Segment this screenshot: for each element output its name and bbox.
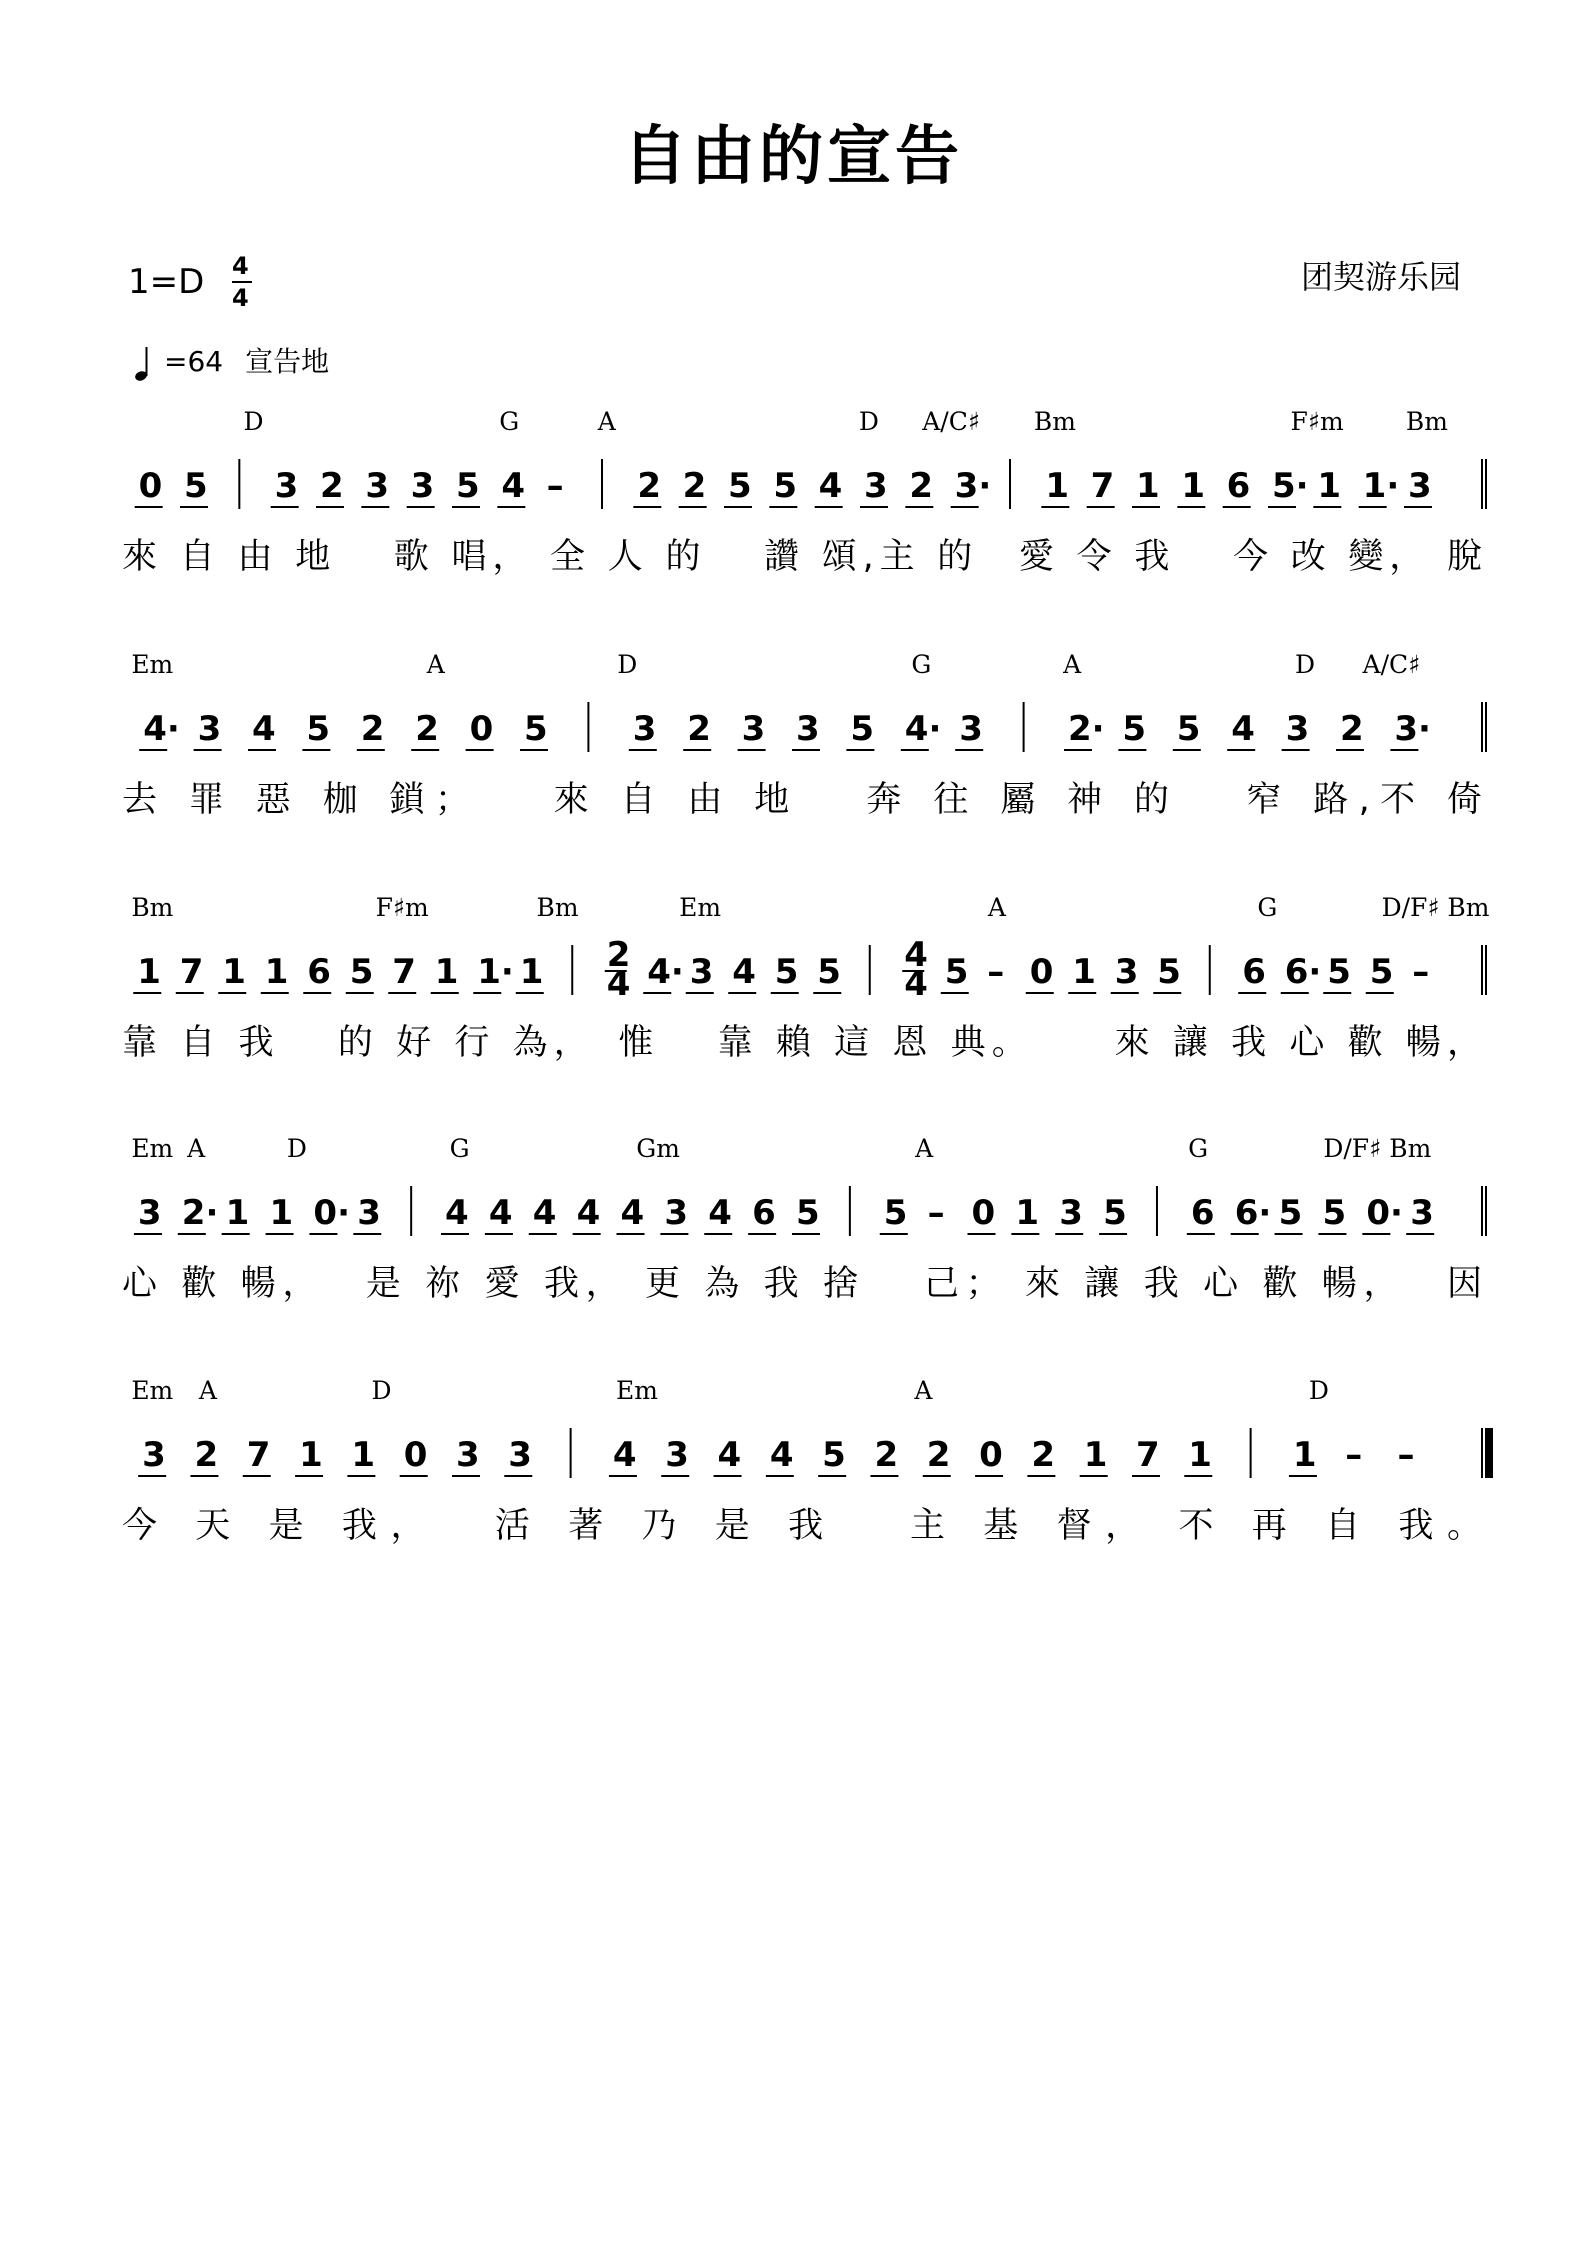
chord-symbol: G — [1188, 1134, 1209, 1163]
chord-symbol: A — [426, 650, 445, 679]
note: 6 — [752, 1193, 776, 1233]
note: 5 — [1322, 1193, 1347, 1233]
note: 3 — [197, 709, 222, 749]
note: 5 — [850, 709, 875, 749]
time-signature-top: 4 — [232, 252, 249, 280]
chord-symbol: F♯m — [375, 893, 429, 922]
note: 0 — [1029, 952, 1054, 992]
note: 4 — [620, 1193, 645, 1233]
note: 3 — [365, 466, 390, 506]
note: 7 — [1136, 1435, 1160, 1475]
chord-symbol: D/F♯ Bm — [1323, 1134, 1432, 1163]
note: 3 — [796, 709, 820, 749]
note: 6· — [1284, 952, 1322, 992]
time-signature-bottom: 4 — [232, 284, 249, 312]
note: 3 — [689, 952, 714, 992]
note: 0 — [469, 709, 494, 749]
note: 4· — [904, 709, 942, 749]
note: 0 — [979, 1435, 1003, 1475]
chord-symbol: G — [499, 407, 520, 436]
chord-symbol: A — [597, 407, 616, 436]
note: 1 — [1292, 1435, 1317, 1475]
note: 3 — [632, 709, 657, 749]
time-change-bottom: 4 — [904, 964, 928, 1004]
note: 5 — [306, 709, 331, 749]
chord-symbol: Em — [616, 1376, 658, 1405]
note: 3 — [1285, 709, 1310, 749]
chord-symbol: D — [858, 407, 879, 436]
note: 3· — [1394, 709, 1431, 749]
chord-symbol: D/F♯ Bm — [1381, 893, 1490, 922]
note: 5· — [1272, 466, 1309, 506]
chord-symbol: Gm — [636, 1134, 680, 1163]
note: 2 — [194, 1435, 219, 1475]
note: 2· — [181, 1193, 219, 1233]
note: 0 — [971, 1193, 996, 1233]
time-change-top: 2 — [606, 935, 631, 975]
note: 4 — [501, 466, 526, 506]
chord-symbol: Em — [131, 650, 174, 679]
note: 4 — [488, 1193, 513, 1233]
chord-symbol: D — [1308, 1376, 1329, 1405]
chord-symbol: Em — [131, 1134, 174, 1163]
note: 1 — [299, 1435, 323, 1475]
note: 1 — [434, 952, 459, 992]
chord-symbol: A — [914, 1376, 933, 1405]
chord-symbol: A — [987, 893, 1006, 922]
note: 2 — [1340, 709, 1364, 749]
note: 5 — [822, 1435, 846, 1475]
note: – — [1397, 1435, 1415, 1475]
note: 3 — [456, 1435, 480, 1475]
chord-symbol: D — [371, 1376, 392, 1405]
note: 1 — [1181, 466, 1206, 506]
note: – — [927, 1193, 945, 1233]
note: 5 — [944, 952, 969, 992]
note: 4 — [708, 1193, 732, 1233]
note: 1· — [1362, 466, 1400, 506]
chord-symbol: F♯m — [1290, 407, 1344, 436]
note: 1 — [1072, 952, 1096, 992]
note: – — [1345, 1435, 1363, 1475]
note: 5 — [774, 952, 799, 992]
note: 3 — [864, 466, 888, 506]
note: 2 — [682, 466, 707, 506]
note: 4 — [717, 1435, 742, 1475]
note: 5 — [1176, 709, 1201, 749]
note: 1 — [1317, 466, 1342, 506]
note: – — [1412, 952, 1430, 992]
note: 2 — [909, 466, 934, 506]
note: 2 — [637, 466, 662, 506]
note: – — [546, 466, 564, 506]
note: 5 — [728, 466, 752, 506]
note: 5 — [1103, 1193, 1127, 1233]
note: 5 — [524, 709, 548, 749]
chord-symbol: A/C♯ — [1362, 650, 1421, 679]
note: 1 — [264, 952, 289, 992]
note: 4 — [576, 1193, 601, 1233]
note: 2 — [926, 1435, 951, 1475]
note: 5 — [796, 1193, 820, 1233]
note: 0 — [403, 1435, 428, 1475]
note: 2 — [1031, 1435, 1056, 1475]
note: 4 — [252, 709, 276, 749]
chord-symbol: D — [1294, 650, 1316, 679]
note: 3 — [1408, 466, 1432, 506]
note: 5 — [1157, 952, 1181, 992]
note: 4 — [769, 1435, 794, 1475]
lyrics-line: 心 歡 暢， 是 祢 愛 我， 更 為 我 捨 己； 來 讓 我 心 歡 暢， 因 — [122, 1264, 1483, 1304]
lyrics-line: 去 罪 惡 枷 鎖； 來 自 由 地 奔 往 屬 神 的 窄 路,不 倚 — [122, 780, 1482, 820]
chord-symbol: Bm — [131, 893, 174, 922]
chord-symbol: Bm — [1405, 407, 1448, 436]
note: 6 — [1226, 466, 1251, 506]
chord-symbol: Bm — [536, 893, 579, 922]
note: 6 — [1190, 1193, 1215, 1233]
arranger-credit: 团契游乐园 — [1300, 258, 1461, 296]
note: 4 — [818, 466, 843, 506]
note: 4 — [532, 1193, 557, 1233]
note: 5 — [1369, 952, 1394, 992]
note: 2 — [687, 709, 711, 749]
chord-symbol: D — [286, 1134, 307, 1163]
note: 3 — [274, 466, 299, 506]
expression-marking: 宣告地 — [245, 345, 330, 378]
note: 4 — [732, 952, 756, 992]
note: 5 — [883, 1193, 908, 1233]
note: 4· — [143, 709, 180, 749]
chord-symbol: D — [617, 650, 638, 679]
note: 5 — [349, 952, 374, 992]
note: 1 — [225, 1193, 250, 1233]
note: 3 — [142, 1435, 166, 1475]
chord-symbol: G — [449, 1134, 470, 1163]
lyrics-line: 今 天 是 我， 活 著 乃 是 我 主 基 督， 不 再 自 我。 — [122, 1506, 1482, 1546]
note: – — [987, 952, 1005, 992]
note: 4· — [647, 952, 684, 992]
song-title: 自由的宣告 — [623, 119, 963, 194]
note: 4 — [612, 1435, 637, 1475]
note: 1 — [137, 952, 161, 992]
note: 5 — [1122, 709, 1147, 749]
note: 5 — [184, 466, 208, 506]
note: 6· — [1234, 1193, 1272, 1233]
note: 3 — [959, 709, 983, 749]
note: 1 — [1136, 466, 1160, 506]
note: 1 — [1045, 466, 1070, 506]
note: 7 — [392, 952, 416, 992]
note: 5 — [1278, 1193, 1303, 1233]
lyrics-line: 來 自 由 地 歌 唱， 全 人 的 讚 頌,主 的 愛 令 我 今 改 變， 脫 — [122, 537, 1482, 577]
key-signature: 1=D — [128, 262, 205, 302]
chord-symbol: Em — [679, 893, 722, 922]
chord-symbol: A — [915, 1134, 934, 1163]
note: 3 — [1114, 952, 1139, 992]
note: 3 — [137, 1193, 162, 1233]
note: 6 — [1242, 952, 1266, 992]
chord-symbol: A/C♯ — [922, 407, 980, 436]
chord-symbol: G — [911, 650, 932, 679]
note: 2 — [415, 709, 439, 749]
note: 4 — [1231, 709, 1255, 749]
note: 2 — [874, 1435, 899, 1475]
note: 3· — [954, 466, 992, 506]
note: 0· — [1366, 1193, 1403, 1233]
note: 0· — [313, 1193, 350, 1233]
note: 1 — [1188, 1435, 1212, 1475]
note: 2 — [320, 466, 344, 506]
note: 0 — [138, 466, 163, 506]
note: 2 — [360, 709, 385, 749]
note: 5 — [817, 952, 841, 992]
note: 3 — [410, 466, 435, 506]
note: 5 — [1327, 952, 1351, 992]
chord-symbol: Em — [131, 1376, 174, 1405]
chord-symbol: G — [1257, 893, 1278, 922]
note: 3 — [1059, 1193, 1083, 1233]
chord-symbol: D — [243, 407, 264, 436]
tempo-value: =64 — [164, 345, 224, 378]
note: 3 — [1410, 1193, 1434, 1233]
note: 3 — [664, 1193, 689, 1233]
note: 4 — [445, 1193, 469, 1233]
note: 3 — [741, 709, 766, 749]
note: 5 — [456, 466, 480, 506]
note: 1 — [222, 952, 246, 992]
chord-symbol: A — [198, 1376, 217, 1405]
note: 3 — [508, 1435, 532, 1475]
chord-symbol: A — [1063, 650, 1082, 679]
note: 1 — [1083, 1435, 1108, 1475]
note: 1 — [351, 1435, 376, 1475]
note: 5 — [773, 466, 798, 506]
note: 7 — [246, 1435, 271, 1475]
note: 1 — [519, 952, 544, 992]
note: 6 — [307, 952, 331, 992]
time-change-top: 4 — [904, 935, 928, 975]
note: 7 — [1090, 466, 1115, 506]
note: 1 — [1015, 1193, 1040, 1233]
lyrics-line: 靠 自 我 的 好 行 為， 惟 靠 賴 這 恩 典。 來 讓 我 心 歡 暢， — [122, 1023, 1482, 1063]
note: 3 — [357, 1193, 381, 1233]
chord-symbol: A — [187, 1134, 206, 1163]
note: 3 — [665, 1435, 689, 1475]
note: 1· — [477, 952, 514, 992]
note: 2· — [1068, 709, 1105, 749]
time-change-bottom: 4 — [606, 964, 631, 1004]
note: 1 — [269, 1193, 294, 1233]
chord-symbol: Bm — [1033, 407, 1076, 436]
note: 7 — [179, 952, 204, 992]
